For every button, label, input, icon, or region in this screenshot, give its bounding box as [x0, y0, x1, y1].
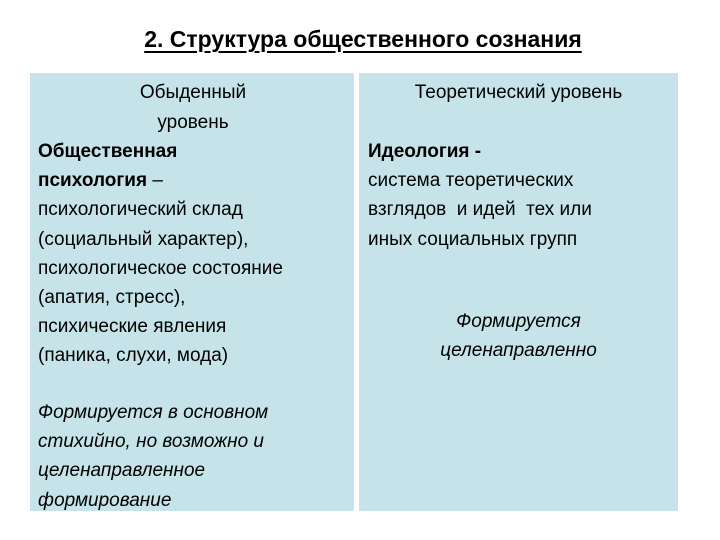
column-divider: [354, 73, 359, 511]
slide-title: 2. Структура общественного сознания: [144, 26, 582, 52]
everyday-formation-note: Формируется в основном стихийно, но возможно и целенаправленное формирование: [38, 402, 269, 511]
theoretical-level-content: [368, 137, 592, 254]
term-social-psychology: Общественная психология: [38, 141, 178, 192]
comparison-table: [30, 73, 678, 511]
social-psychology-description: психологический склад (социальный характер), психологическое состояние (апатия, стресс), психические явления (паника, слухи, мода): [38, 199, 283, 367]
term-ideology: Идеология -: [368, 141, 482, 162]
ideology-description: система теоретических взглядов и идей тех или иных социальных групп: [368, 170, 592, 250]
column-header-everyday: Обыденный уровень: [139, 82, 247, 133]
everyday-level-content: [38, 137, 283, 371]
term-dash: –: [147, 170, 163, 192]
column-header-theoretical: Теоретический уровень: [414, 82, 623, 103]
theoretical-formation-note: Формируется целенаправленно: [440, 311, 597, 362]
